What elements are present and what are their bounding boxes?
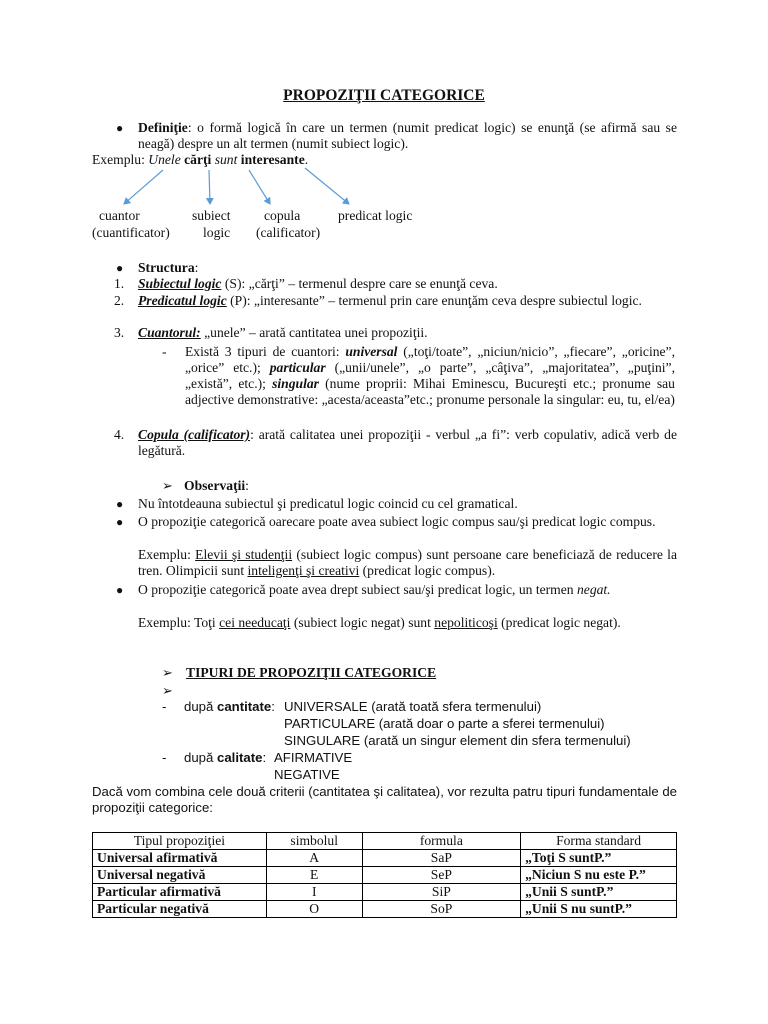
- ex3-end: (predicat logic negat).: [497, 615, 621, 630]
- table-cell: SeP: [362, 867, 520, 884]
- cuantori-text-d: (nume proprii: Mihai Eminescu, Bucureşti etc.; pronume sau adjective demonstrative: „acesta/aceasta”etc.; pronume personale la singular: eu, tu, el/ea): [185, 376, 675, 407]
- structura-num-4: 4.: [114, 427, 125, 442]
- label-logic: logic: [203, 225, 231, 240]
- definition-label: Definiţie: [138, 120, 188, 135]
- example-word-interesante: interesante: [240, 152, 305, 167]
- table-cell: I: [266, 884, 362, 901]
- structura-num-1: 1.: [114, 276, 125, 291]
- arrow-cuantor: [124, 170, 163, 204]
- page-title: PROPOZIŢII CATEGORICE: [283, 87, 485, 104]
- table-cell: Universal afirmativă: [93, 850, 267, 867]
- table-cell: Particular afirmativă: [93, 884, 267, 901]
- structura-item-3: [138, 325, 428, 341]
- arrow-predicat: [305, 168, 349, 204]
- propozitii-table: [92, 832, 677, 918]
- calitate-label: calitate: [217, 750, 263, 765]
- observatii-colon: :: [245, 478, 249, 493]
- table-row: [93, 884, 677, 901]
- structura-item-2-label: Predicatul logic: [138, 293, 227, 308]
- particulare-line: PARTICULARE (arată doar o parte a sferei termenului): [284, 716, 605, 731]
- arrow-bullet-icon: ➢: [162, 683, 174, 698]
- singulare-line: SINGULARE (arată un singur element din sfera termenului): [284, 733, 631, 748]
- observatii-heading: [184, 478, 249, 494]
- ex3-middle: (subiect logic negat) sunt: [290, 615, 435, 630]
- ex3-prefix: Exemplu: Toţi: [138, 615, 220, 630]
- arrow-bullet-icon: ➢: [162, 665, 174, 680]
- table-row: [93, 867, 677, 884]
- dupa-text: după: [184, 699, 218, 714]
- cuantori-text-b: („toţi/toate”, „niciun/nicio”, „fiecare”, „oricine”, „orice” etc.);: [185, 344, 675, 375]
- dupa-cantitate: [184, 699, 275, 715]
- cuantor-singular: singular: [272, 376, 319, 391]
- table-cell: Universal negativă: [93, 867, 267, 884]
- arrow-subiect: [209, 170, 210, 204]
- label-copula: copula: [264, 208, 301, 223]
- structura-num-2: 2.: [114, 293, 125, 308]
- table-cell: „Unii S suntP.”: [521, 884, 677, 901]
- table-cell: Particular negativă: [93, 901, 267, 918]
- structura-item-4-label: Copula (calificator): [138, 427, 251, 442]
- universale-line: UNIVERSALE (arată toată sfera termenului): [284, 699, 542, 714]
- cuantori-text-c: („unii/unele”, „o parte”, „câţiva”, „majoritatea”, „puţini”, „există”, etc.);: [185, 360, 675, 391]
- ex2-middle: (subiect logic compus) sunt persoane care beneficiază de reducere la tren. Olimpicii sunt: [138, 547, 677, 578]
- observatie-3: [138, 582, 677, 598]
- table-cell: SaP: [362, 850, 520, 867]
- table-cell: „Toţi S suntP.”: [521, 850, 677, 867]
- cuantor-universal: universal: [345, 344, 398, 359]
- dash: -: [162, 699, 167, 714]
- table-cell: „Unii S nu suntP.”: [521, 901, 677, 918]
- table-cell: E: [266, 867, 362, 884]
- bullet-icon: ●: [116, 121, 124, 135]
- bullet-icon: ●: [116, 583, 124, 597]
- bullet-icon: ●: [116, 261, 124, 275]
- table-header: Tipul propoziţiei: [93, 833, 267, 850]
- example-word-carti: cărţi: [184, 152, 212, 167]
- cuantori-text-a: Există 3 tipuri de cuantori:: [185, 344, 346, 359]
- ex2-end: (predicat logic compus).: [359, 563, 496, 578]
- example-end: .: [304, 152, 309, 167]
- combine-paragraph: Dacă vom combina cele două criterii (cantitatea şi calitatea), vor rezulta patru tipuri fundamentale de propoziţii categorice:: [92, 784, 677, 815]
- label-calificator: (calificator): [256, 225, 321, 240]
- table-cell: O: [266, 901, 362, 918]
- afirmative-line: AFIRMATIVE: [274, 750, 353, 765]
- ex2-prefix: Exemplu:: [138, 547, 196, 562]
- structura-colon: :: [194, 260, 199, 275]
- sub-dash: -: [162, 344, 167, 359]
- label-cuantificator: (cuantificator): [92, 225, 170, 240]
- ex3-predicat: nepoliticoşi: [434, 615, 498, 630]
- structura-num-3: 3.: [114, 325, 125, 340]
- structura-item-3-text: „unele” – arată cantitatea unei propoziţii.: [200, 325, 428, 340]
- cuantori-paragraph: [185, 344, 675, 408]
- table-header-row: [93, 833, 677, 850]
- table-row: [93, 901, 677, 918]
- ex2-predicat: inteligenţi şi creativi: [247, 563, 360, 578]
- table-header: Forma standard: [521, 833, 677, 850]
- table-header: formula: [362, 833, 520, 850]
- dash: -: [162, 750, 167, 765]
- example-word-sunt: sunt: [214, 152, 238, 167]
- cantitate-label: cantitate: [217, 699, 272, 714]
- structura-item-4-text: : arată calitatea unei propoziţii - verbul „a fi”: verb copulativ, adică verb de legătură.: [138, 427, 677, 458]
- observatie-3-example: [138, 615, 677, 631]
- arrow-bullet-icon: ➢: [162, 478, 174, 493]
- structura-label: Structura: [138, 260, 195, 275]
- table-row: [93, 850, 677, 867]
- ex3-subiect: cei needucaţi: [219, 615, 291, 630]
- negative-line: NEGATIVE: [274, 767, 340, 782]
- bullet-icon: ●: [116, 515, 124, 529]
- structura-heading: [138, 260, 198, 276]
- structura-item-1: [138, 276, 498, 292]
- obs3-text: O propoziţie categorică poate avea drept subiect sau/şi predicat logic, un termen: [138, 582, 577, 597]
- structura-item-1-label: Subiectul logic: [138, 276, 222, 291]
- cuantor-particular: particular: [269, 360, 326, 375]
- label-cuantor: cuantor: [99, 208, 140, 223]
- observatii-label: Observaţii: [184, 478, 246, 493]
- structura-item-2: [138, 293, 677, 309]
- observatie-1: Nu întotdeauna subiectul şi predicatul logic coincid cu cel gramatical.: [138, 496, 518, 511]
- table-cell: „Niciun S nu este P.”: [521, 867, 677, 884]
- dupa-calitate: [184, 750, 266, 766]
- bullet-icon: ●: [116, 497, 124, 511]
- table-header: simbolul: [266, 833, 362, 850]
- table-cell: A: [266, 850, 362, 867]
- observatie-2: O propoziţie categorică oarecare poate avea subiect logic compus sau/şi predicat logic compus.: [138, 514, 656, 529]
- obs3-negat: negat.: [576, 582, 611, 597]
- observatie-2-example: [138, 547, 677, 579]
- structura-item-3-label: Cuantorul:: [138, 325, 201, 340]
- arrow-copula: [249, 170, 270, 204]
- example-word-unele: Unele: [148, 152, 181, 167]
- tipuri-heading: TIPURI DE PROPOZIŢII CATEGORICE: [186, 665, 437, 680]
- definition-text: : o formă logică în care un termen (numit predicat logic) se enunţă (se afirmă sau se neagă) despre un alt termen (numit subiect logic).: [138, 120, 677, 151]
- example-prefix: Exemplu:: [92, 152, 149, 167]
- structura-item-2-text: (P): „interesante” – termenul prin care enunţăm ceva despre subiectul logic.: [226, 293, 642, 308]
- colon: :: [271, 699, 275, 714]
- label-subiect: subiect: [192, 208, 231, 223]
- structura-item-4: [138, 427, 677, 459]
- ex2-subiect: Elevii şi studenţii: [195, 547, 293, 562]
- colon: :: [262, 750, 267, 765]
- label-predicat: predicat logic: [338, 208, 413, 223]
- dupa-text: după: [184, 750, 218, 765]
- table-cell: SiP: [362, 884, 520, 901]
- structura-item-1-text: (S): „cărţi” – termenul despre care se enunţă ceva.: [221, 276, 498, 291]
- table-cell: SoP: [362, 901, 520, 918]
